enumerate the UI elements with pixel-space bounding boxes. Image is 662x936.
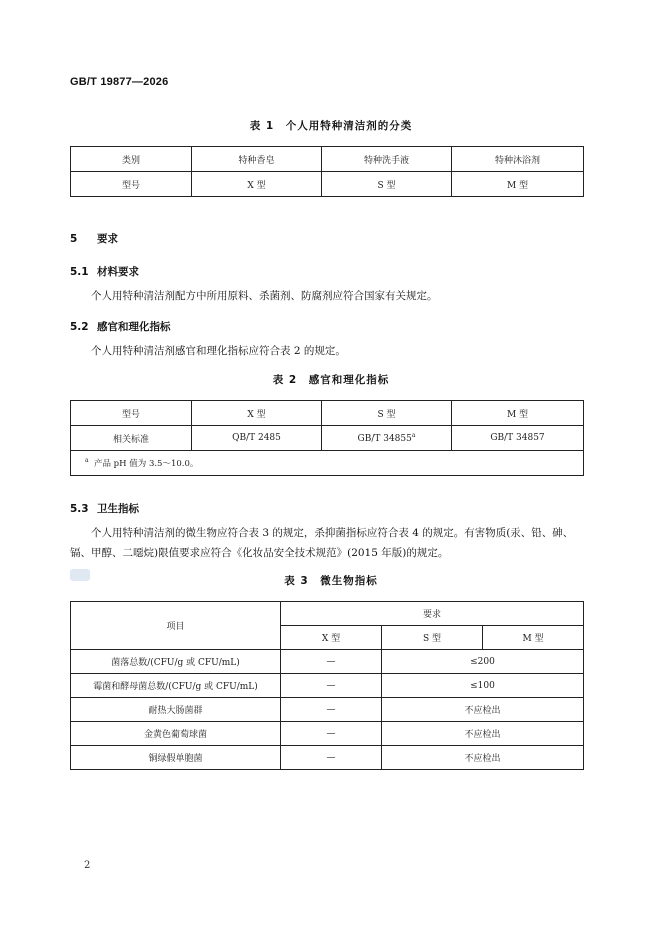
table1-header-row <box>71 147 584 172</box>
table2-cell-value: GB/T 34855 <box>357 434 412 444</box>
table2-cell <box>322 426 452 451</box>
table1-header-cell: 特种香皂 <box>192 147 322 172</box>
table1-header-cell: 特种洗手液 <box>322 147 452 172</box>
footnote-marker: a <box>411 432 416 439</box>
table1 <box>70 146 584 197</box>
table1-cell: S 型 <box>322 172 452 197</box>
section-title: 卫生指标 <box>97 503 139 515</box>
table2-note-row <box>71 451 584 476</box>
table3-x-value: — <box>281 650 382 674</box>
section-number: 5 <box>70 233 78 245</box>
table3-subheader-cell: M 型 <box>483 626 584 650</box>
table3-row <box>71 674 584 698</box>
table1-cell: 型号 <box>71 172 192 197</box>
table3-item: 金黄色葡萄球菌 <box>71 722 281 746</box>
table1-row <box>71 172 584 197</box>
table2-caption: 表 2 感官和理化指标 <box>272 374 390 386</box>
table2-footnote <box>71 451 584 476</box>
table3-item: 铜绿假单胞菌 <box>71 746 281 770</box>
table3-subheader-cell: S 型 <box>382 626 483 650</box>
table1-caption: 表 1 个人用特种清洁剂的分类 <box>249 120 413 132</box>
table3-sm-value: 不应检出 <box>382 746 584 770</box>
table2-header-cell: S 型 <box>322 401 452 426</box>
table3-sm-value: 不应检出 <box>382 722 584 746</box>
table2-cell: 相关标准 <box>71 426 192 451</box>
table3-sm-value: ≤100 <box>382 674 584 698</box>
table3-sm-value: ≤200 <box>382 650 584 674</box>
table2-header-cell: X 型 <box>192 401 322 426</box>
table2-header-row <box>71 401 584 426</box>
section-number: 5.3 <box>70 503 89 515</box>
footnote-marker: a <box>85 457 89 465</box>
section-5-1-heading <box>70 264 139 279</box>
table2-cell: QB/T 2485 <box>192 426 322 451</box>
section-title: 要求 <box>97 233 118 245</box>
section-5-1-text: 个人用特种清洁剂配方中所用原料、杀菌剂、防腐剂应符合国家有关规定。 <box>91 290 438 302</box>
section-number: 5.1 <box>70 266 89 278</box>
table3-subheader-cell: X 型 <box>281 626 382 650</box>
table2-row <box>71 426 584 451</box>
table3-row <box>71 746 584 770</box>
table3-x-value: — <box>281 674 382 698</box>
table1-cell: X 型 <box>192 172 322 197</box>
section-5-heading <box>70 231 118 246</box>
table3-x-value: — <box>281 722 382 746</box>
table3-row <box>71 698 584 722</box>
table3-requirement-header: 要求 <box>281 602 584 626</box>
section-title: 感官和理化指标 <box>97 321 171 333</box>
table3-item: 耐热大肠菌群 <box>71 698 281 722</box>
table3-row <box>71 650 584 674</box>
table3-item: 菌落总数/(CFU/g 或 CFU/mL) <box>71 650 281 674</box>
section-5-3-text: 个人用特种清洁剂的微生物应符合表 3 的规定，杀抑菌指标应符合表 4 的规定。有害物质(汞、铅、砷、镉、甲醇、二噁烷)限值要求应符合《化妆品安全技术规范》(2015 年版)的规定。 <box>70 527 574 559</box>
table2-header-cell: 型号 <box>71 401 192 426</box>
table3-x-value: — <box>281 698 382 722</box>
table1-cell: M 型 <box>452 172 584 197</box>
footnote-text: 产品 pH 值为 3.5～10.0。 <box>93 459 199 469</box>
table3-caption: 表 3 微生物指标 <box>284 575 378 587</box>
section-title: 材料要求 <box>97 266 139 278</box>
table3-x-value: — <box>281 746 382 770</box>
section-number: 5.2 <box>70 321 89 333</box>
table3-sm-value: 不应检出 <box>382 698 584 722</box>
table2-cell: GB/T 34857 <box>452 426 584 451</box>
table3-item: 霉菌和酵母菌总数/(CFU/g 或 CFU/mL) <box>71 674 281 698</box>
table2 <box>70 400 584 476</box>
table2-header-cell: M 型 <box>452 401 584 426</box>
table1-header-cell: 特种沐浴剂 <box>452 147 584 172</box>
section-5-2-heading <box>70 319 171 334</box>
section-5-3-heading <box>70 501 139 516</box>
section-5-2-text: 个人用特种清洁剂感官和理化指标应符合表 2 的规定。 <box>91 345 346 357</box>
table1-header-cell: 类别 <box>71 147 192 172</box>
table3-row <box>71 722 584 746</box>
document-code: GB/T 19877—2026 <box>70 76 169 88</box>
table3 <box>70 601 584 770</box>
page-number: 2 <box>84 860 91 871</box>
table3-item-header: 项目 <box>71 602 281 650</box>
table3-header-row <box>71 602 584 626</box>
